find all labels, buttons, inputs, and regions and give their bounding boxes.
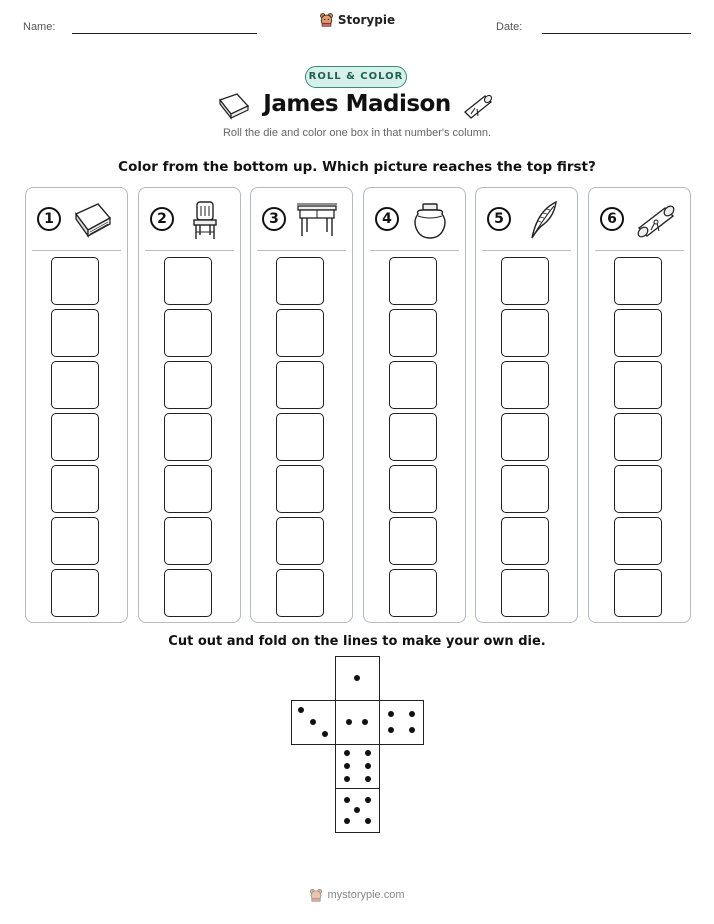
color-box[interactable]: [276, 361, 324, 409]
color-box[interactable]: [276, 257, 324, 305]
column-divider: [145, 250, 234, 251]
die-pip: [344, 776, 350, 782]
column-1: [25, 187, 128, 623]
color-box[interactable]: [501, 569, 549, 617]
column-number: 5: [487, 207, 511, 231]
die-pip: [409, 727, 415, 733]
scroll-icon: [461, 92, 495, 120]
die-pip: [388, 727, 394, 733]
color-box[interactable]: [501, 257, 549, 305]
color-box[interactable]: [614, 517, 662, 565]
die-pip: [365, 750, 371, 756]
color-box[interactable]: [614, 413, 662, 461]
date-line[interactable]: [542, 33, 691, 34]
column-5: [475, 187, 578, 623]
color-box[interactable]: [164, 309, 212, 357]
color-box[interactable]: [276, 569, 324, 617]
column-number: 1: [37, 207, 61, 231]
color-box[interactable]: [614, 465, 662, 513]
scroll-icon: [633, 198, 677, 242]
column-divider: [32, 250, 121, 251]
color-box[interactable]: [614, 361, 662, 409]
die-instruction: Cut out and fold on the lines to make your own die.: [168, 634, 546, 649]
color-box[interactable]: [276, 309, 324, 357]
instruction-text: Color from the bottom up. Which picture reaches the top first?: [118, 159, 596, 175]
die-pip: [344, 750, 350, 756]
die-face-1: [335, 656, 380, 701]
column-number: 4: [375, 207, 399, 231]
die-pip: [354, 675, 360, 681]
color-box[interactable]: [51, 257, 99, 305]
die-pip: [344, 818, 350, 824]
die-pip: [409, 711, 415, 717]
color-box[interactable]: [614, 309, 662, 357]
color-box[interactable]: [276, 413, 324, 461]
color-box[interactable]: [51, 361, 99, 409]
brand-logo: [0, 12, 714, 31]
die-pip: [365, 797, 371, 803]
bear-icon: [309, 888, 323, 902]
die-pip: [365, 818, 371, 824]
column-divider: [370, 250, 459, 251]
color-box[interactable]: [276, 465, 324, 513]
die-face-4: [379, 700, 424, 745]
color-box[interactable]: [501, 413, 549, 461]
die-face-3: [291, 700, 336, 745]
quill-icon: [520, 198, 564, 242]
color-box[interactable]: [164, 257, 212, 305]
color-box[interactable]: [51, 413, 99, 461]
die-pip: [344, 797, 350, 803]
die-pip: [298, 707, 304, 713]
color-box[interactable]: [614, 257, 662, 305]
column-3: [250, 187, 353, 623]
column-number: 6: [600, 207, 624, 231]
subtitle: Roll the die and color one box in that number's column.: [222, 127, 492, 139]
name-label: Name:: [23, 21, 56, 33]
color-box[interactable]: [389, 569, 437, 617]
color-box[interactable]: [389, 517, 437, 565]
column-divider: [257, 250, 346, 251]
desk-icon: [295, 198, 339, 242]
column-6: [588, 187, 691, 623]
color-box[interactable]: [389, 257, 437, 305]
color-box[interactable]: [51, 569, 99, 617]
die-pip: [362, 719, 368, 725]
badge: ROLL & COLOR: [305, 66, 407, 88]
color-box[interactable]: [51, 309, 99, 357]
die-pip: [388, 711, 394, 717]
die-face-6: [335, 744, 380, 789]
name-line[interactable]: [72, 33, 257, 34]
column-divider: [482, 250, 571, 251]
date-label: Date:: [496, 21, 523, 33]
color-box[interactable]: [389, 361, 437, 409]
color-box[interactable]: [164, 517, 212, 565]
die-pip: [354, 807, 360, 813]
column-2: [138, 187, 241, 623]
color-box[interactable]: [501, 309, 549, 357]
color-box[interactable]: [276, 517, 324, 565]
color-box[interactable]: [164, 413, 212, 461]
column-number: 3: [262, 207, 286, 231]
inkpot-icon: [408, 198, 452, 242]
color-box[interactable]: [51, 465, 99, 513]
color-box[interactable]: [51, 517, 99, 565]
footer-url[interactable]: mystorypie.com: [327, 889, 405, 901]
die-face-5: [335, 788, 380, 833]
brand-name: Storypie: [337, 12, 396, 27]
column-4: [363, 187, 466, 623]
color-box[interactable]: [164, 569, 212, 617]
color-box[interactable]: [389, 309, 437, 357]
die-pip: [310, 719, 316, 725]
die-pip: [322, 731, 328, 737]
page-title: James Madison: [263, 91, 451, 117]
color-box[interactable]: [164, 465, 212, 513]
column-number: 2: [150, 207, 174, 231]
die-pip: [365, 763, 371, 769]
bear-icon: [319, 12, 334, 27]
color-box[interactable]: [501, 517, 549, 565]
color-box[interactable]: [501, 465, 549, 513]
color-box[interactable]: [389, 465, 437, 513]
color-box[interactable]: [389, 413, 437, 461]
die-pip: [346, 719, 352, 725]
die-pip: [344, 763, 350, 769]
die-face-2: [335, 700, 380, 745]
die-pip: [365, 776, 371, 782]
book-icon: [70, 198, 114, 242]
color-box[interactable]: [501, 361, 549, 409]
color-box[interactable]: [614, 569, 662, 617]
chair-icon: [183, 198, 227, 242]
color-box[interactable]: [164, 361, 212, 409]
column-divider: [595, 250, 684, 251]
footer: [0, 887, 714, 906]
